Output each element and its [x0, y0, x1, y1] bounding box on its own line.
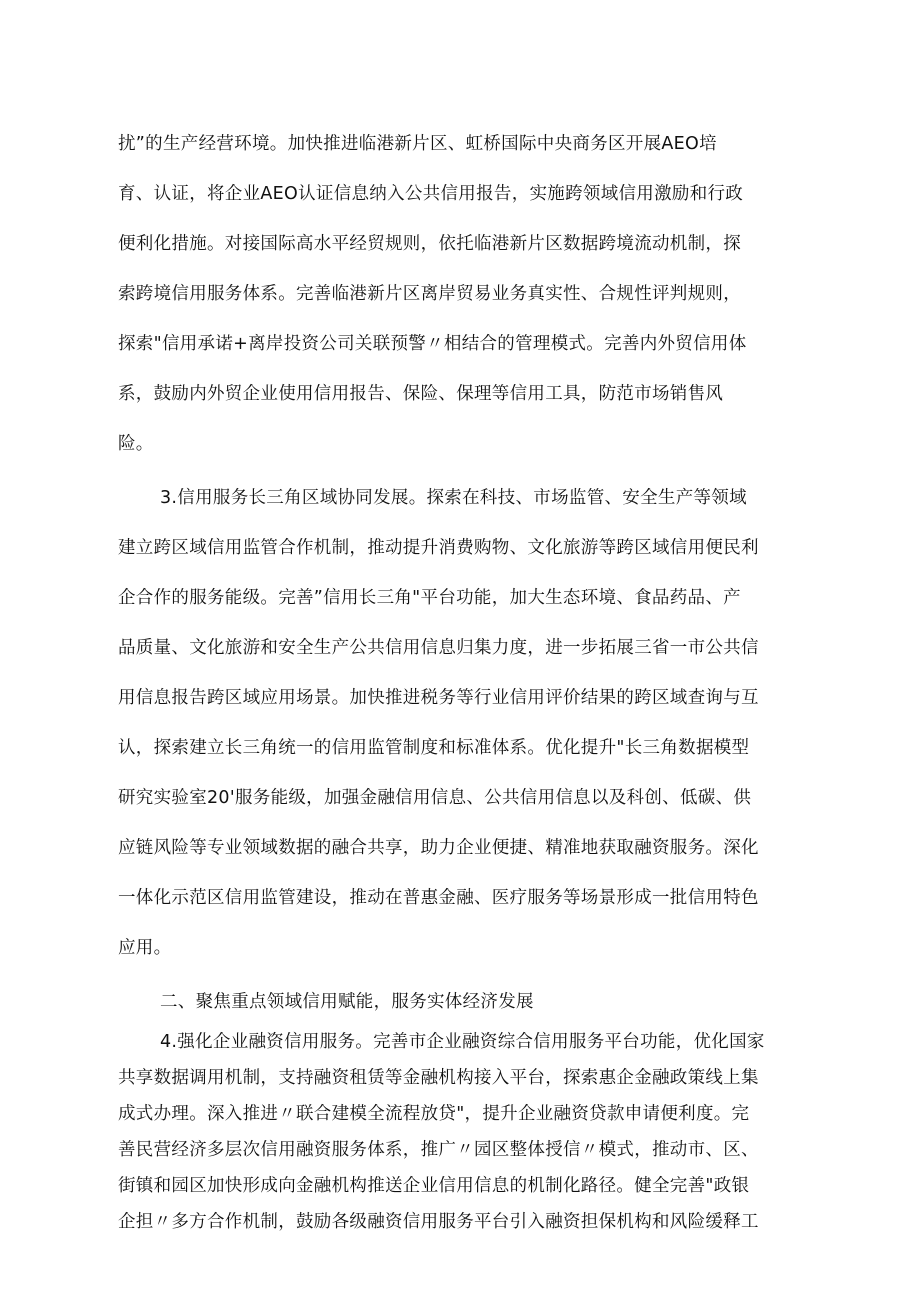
- text-line: 扰”的生产经营环境。加快推进临港新片区、虹桥国际中央商务区开展AEO培: [118, 134, 717, 154]
- text-line: 共享数据调用机制，支持融资租赁等金融机构接入平台，探索惠企金融政策线上集: [118, 1068, 759, 1088]
- text-line: 育、认证，将企业AEO认证信息纳入公共信用报告，实施跨领域信用激励和行政: [118, 184, 744, 204]
- text-line: 企担〃多方合作机制，鼓励各级融资信用服务平台引入融资担保机构和风险缓释工: [118, 1212, 759, 1232]
- text-line: 索跨境信用服务体系。完善临港新片区离岸贸易业务真实性、合规性评判规则，: [118, 284, 741, 304]
- text-line: 街镇和园区加快形成向金融机构推送企业信用信息的机制化路径。健全完善"政银: [118, 1176, 750, 1196]
- text-line: 便利化措施。对接国际高水平经贸规则，依托临港新片区数据跨境流动机制，探: [118, 234, 741, 254]
- paragraph-first-line: 3.信用服务长三角区域协同发展。探索在科技、市场监管、安全生产等领域: [160, 488, 747, 508]
- section-heading: 二、聚焦重点领域信用赋能，服务实体经济发展: [160, 992, 534, 1012]
- text-line: 企合作的服务能级。完善”信用长三角"平台功能，加大生态环境、食品药品、产: [118, 588, 741, 608]
- text-line: 善民营经济多层次信用融资服务体系，推广〃园区整体授信〃模式，推动市、区、: [118, 1140, 759, 1160]
- text-line: 品质量、文化旅游和安全生产公共信用信息归集力度，进一步拓展三省一市公共信: [118, 638, 759, 658]
- text-line: 应用。: [118, 938, 172, 958]
- text-line: 探索"信用承诺+离岸投资公司关联预警〃相结合的管理模式。完善内外贸信用体: [118, 334, 747, 354]
- text-line: 一体化示范区信用监管建设，推动在普惠金融、医疗服务等场景形成一批信用特色: [118, 888, 759, 908]
- text-line: 系，鼓励内外贸企业使用信用报告、保险、保理等信用工具，防范市场销售风: [118, 384, 724, 404]
- paragraph-first-line: 4.强化企业融资信用服务。完善市企业融资综合信用服务平台功能，优化国家: [160, 1032, 765, 1052]
- text-line: 建立跨区域信用监管合作机制，推动提升消费购物、文化旅游等跨区域信用便民利: [118, 538, 759, 558]
- text-line: 成式办理。深入推进〃联合建模全流程放贷"，提升企业融资贷款申请便利度。完: [118, 1104, 750, 1124]
- text-line: 用信息报告跨区域应用场景。加快推进税务等行业信用评价结果的跨区域查询与互: [118, 688, 759, 708]
- text-line: 应链风险等专业领域数据的融合共享，助力企业便捷、精准地获取融资服务。深化: [118, 838, 759, 858]
- text-line: 险。: [118, 434, 154, 454]
- text-line: 认，探索建立长三角统一的信用监管制度和标准体系。优化提升"长三角数据模型: [118, 738, 750, 758]
- text-line: 研究实验室20'服务能级，加强金融信用信息、公共信用信息以及科创、低碳、供: [118, 788, 752, 808]
